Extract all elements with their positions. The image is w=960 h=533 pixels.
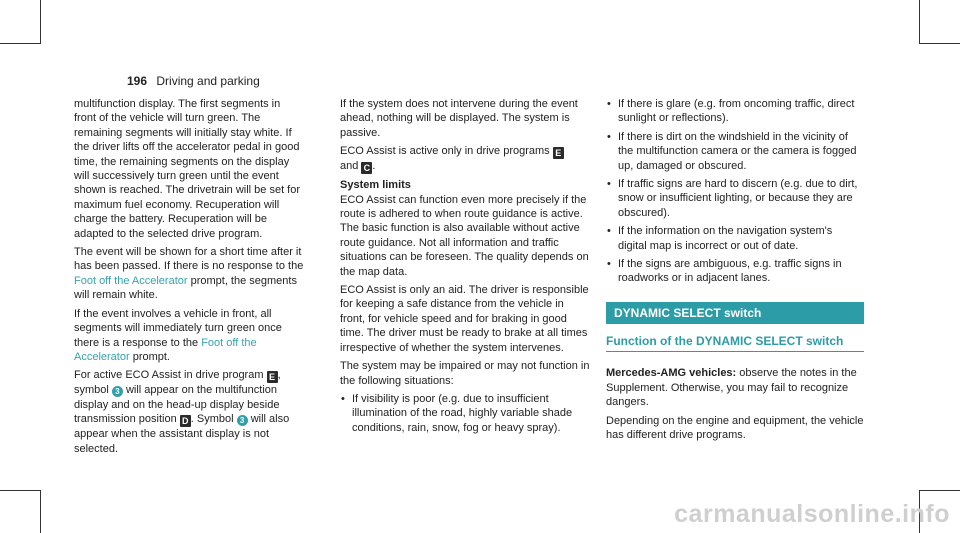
paragraph: The system may be impaired or may not function in the following situations: [340,360,590,387]
list-item: • If visibility is poor (e.g. due to insufficient illumination of the road, highly variable shade conditions, rain, snow, fog or heavy spray). [340,392,590,435]
section-title: Driving and parking [156,74,260,88]
paragraph: If the event involves a vehicle in front, all segments will immediately turn green once there is a response to the Foot off the Accelerator prompt. [74,307,282,363]
paragraph: ECO Assist is only an aid. The driver is responsible for keeping a safe distance from the vehicle in front, for vehicle speed and for braking in good time. The driver must be ready to brake at all times irrespective of whether the system intervenes. [340,284,589,354]
drive-program-e-icon: E [267,371,278,383]
crop-mark [0,43,40,44]
list-item: • If traffic signs are hard to discern (e.g. due to dirt, snow or insufficient lighting, or because they are obscured). [606,177,864,220]
section-heading: System limits [340,179,411,192]
page-number: 196 [127,74,148,88]
bullet-list [340,392,590,435]
drive-program-e-icon: E [553,147,564,159]
bullet-list [606,97,864,286]
paragraph: Mercedes-AMG vehicles: observe the notes in the Supplement. Otherwise, you may fail to recognize dangers. [606,367,857,409]
drive-program-c-icon: C [361,162,372,174]
crop-mark [0,490,40,491]
section-banner: DYNAMIC SELECT switch [606,302,864,324]
crop-mark [40,0,41,44]
column-1 [74,97,304,460]
paragraph: ECO Assist is active only in drive programs E and C . [340,144,590,174]
display-message-link: Foot off the Accelerator [74,274,188,287]
paragraph: The event will be shown for a short time after it has been passed. If there is no response to the Foot off the Accelerator prompt, the segments will remain white. [74,246,304,302]
list-item: • If the signs are ambiguous, e.g. traffic signs in roadworks or in adjacent lanes. [606,257,864,286]
display-message-link: Foot off the Accelerator [74,336,257,363]
column-2 [340,97,590,439]
list-item: • If the information on the navigation system's digital map is incorrect or out of date. [606,224,864,253]
crop-mark [40,490,41,533]
subsection-heading: Function of the DYNAMIC SELECT switch [606,324,864,352]
crop-mark [919,43,960,44]
callout-number-icon: 3 [112,386,123,397]
paragraph: For active ECO Assist in drive program E , symbol 3 will appear on the multifunction display and on the head-up display beside transmission position D . Symbol 3 will also appear when the assistant display is not selected. [74,369,290,455]
watermark: carmanualsonline.info [674,500,950,528]
paragraph: multifunction display. The first segments in front of the vehicle will turn green. The remaining segments will initially stay white. If the driver lifts off the accelerator pedal in good time, the remaining segments on the display will successively turn green until the event shown is reached. The drivetrain will be set for maximum fuel economy. Recuperation will charge the battery. Recuperation will be adapted to the selected drive program. [74,98,301,240]
paragraph: If the system does not intervene during the event ahead, nothing will be displayed. The system is passive. [340,98,578,139]
paragraph: Depending on the engine and equipment, the vehicle has different drive programs. [606,414,864,441]
column-3 [606,97,864,446]
callout-number-icon: 3 [237,415,248,426]
paragraph: ECO Assist can function even more precisely if the route is adhered to when route guidance is active. The basic function is also available without active route guidance. Not all information and traffic situations can be foreseen. The quality depends on the map data. [340,193,589,278]
crop-mark [919,490,960,491]
list-item: • If there is dirt on the windshield in the vicinity of the multifunction camera or the camera is fogged up, damaged or obscured. [606,130,864,173]
page-header [127,74,260,88]
transmission-d-icon: D [180,415,191,427]
crop-mark [919,0,920,44]
list-item: • If there is glare (e.g. from oncoming traffic, direct sunlight or reflections). [606,97,864,126]
